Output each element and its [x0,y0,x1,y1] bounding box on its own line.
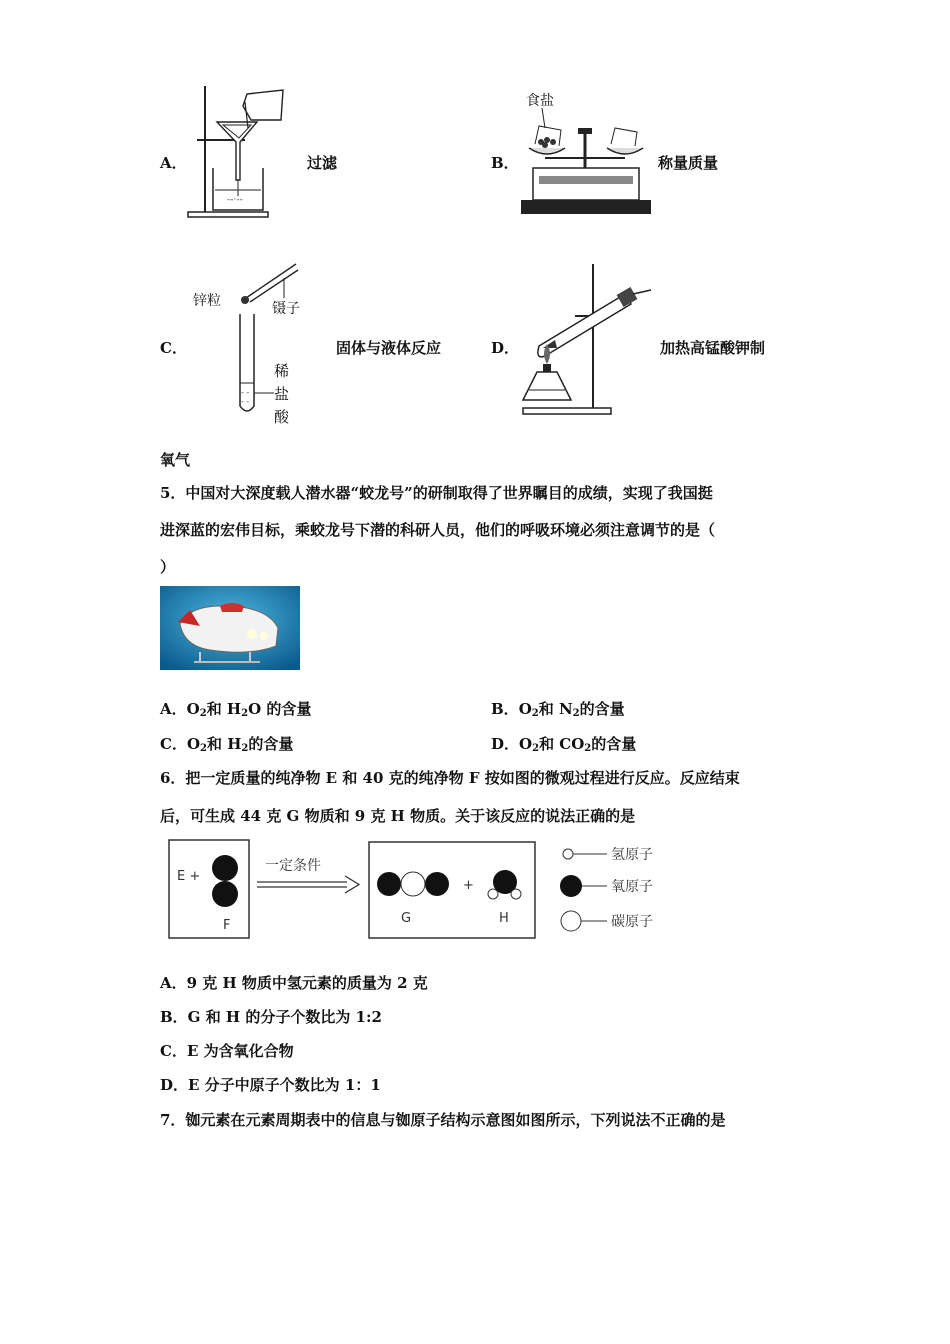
svg-text:--·--: --·-- [227,195,243,205]
label-e-plus: E + [177,869,201,884]
q6-option-a[interactable]: A．9 克 H 物质中氢元素的质量为 2 克 [160,974,428,992]
option-d-letter: D． [491,339,520,357]
label-acid-3: 酸 [274,408,290,426]
q6-option-d[interactable]: D．E 分子中原子个数比为 1：1 [160,1076,381,1094]
legend-hydrogen: 氢原子 [611,847,653,863]
q6-stem-line-1: 6．把一定质量的纯净物 E 和 40 克的纯净物 F 按如图的微观过程进行反应。反应结束 [160,769,740,787]
q4-caption-wrap: 氧气 [160,451,191,469]
heating-apparatus-figure [515,260,655,426]
option-b-caption: 称量质量 [658,154,719,172]
label-g: G [401,911,412,926]
submersible-photo [160,586,300,674]
label-zinc: 锌粒 [193,293,221,309]
label-acid-1: 稀 [274,362,290,380]
svg-text:- -: - - [241,397,250,406]
legend-carbon: 碳原子 [611,914,653,930]
q6-option-b[interactable]: B．G 和 H 的分子个数比为 1:2 [160,1008,382,1026]
q5-stem-line-3: ） [160,558,176,576]
q5-option-a[interactable]: A．$O_2$和 $H_2O$ 的含量 [160,700,312,719]
q5-option-c[interactable]: C．$O_2$和 $H_2$的含量 [160,735,294,754]
legend-oxygen: 氧原子 [611,879,653,895]
option-a-caption: 过滤 [307,154,338,172]
filtration-figure [185,80,300,229]
option-d-caption: 加热高锰酸钾制 [660,339,766,357]
label-salt: 食盐 [526,93,554,109]
option-c-caption: 固体与液体反应 [336,339,442,357]
q6-stem-line-2: 后，可生成 44 克 G 物质和 9 克 H 物质。关于该反应的说法正确的是 [160,807,636,825]
label-condition: 一定条件 [265,858,321,874]
option-c-letter: C． [160,339,187,357]
svg-text:- -: - - [241,388,250,397]
option-a-letter: A． [160,154,187,172]
q5-stem-line-1: 5．中国对大深度载人潜水器“蛟龙号”的研制取得了世界瞩目的成绩，实现了我国挺 [160,484,713,502]
option-b-letter: B． [491,154,519,172]
q7-stem-line-1: 7．铷元素在元素周期表中的信息与铷原子结构示意图如图所示，下列说法不正确的是 [160,1111,726,1129]
label-plus: + [463,878,474,893]
label-tweezers: 镊子 [272,301,300,317]
q5-option-d[interactable]: D．$O_2$和 $CO_2$的含量 [491,735,637,754]
label-acid-2: 盐 [274,385,290,403]
q5-stem-line-2: 进深蓝的宏伟目标，乘蛟龙号下潜的科研人员，他们的呼吸环境必须注意调节的是（ [160,521,716,539]
balance-figure [515,108,655,224]
q5-option-b[interactable]: B．$O_2$和 $N_2$的含量 [491,700,625,719]
reaction-diagram [165,836,670,948]
label-f: F [223,918,231,933]
label-h: H [499,911,509,926]
q6-option-c[interactable]: C．E 为含氧化合物 [160,1042,294,1060]
test-tube-figure [230,258,305,422]
